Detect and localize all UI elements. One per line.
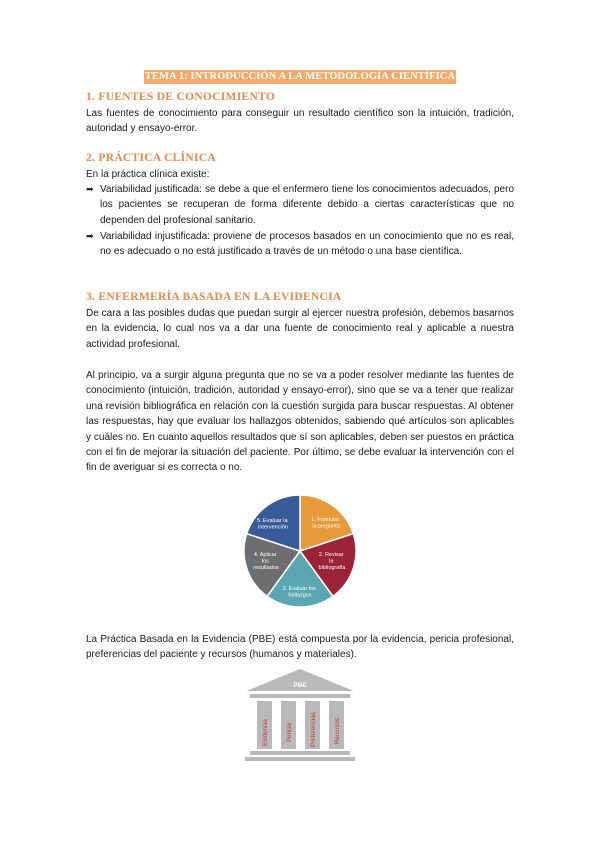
column-label-recursos: Recursos bbox=[334, 717, 341, 744]
cycle-label-1: la pregunta bbox=[312, 523, 340, 530]
column-label-pericia: Pericia bbox=[286, 723, 293, 742]
list-item bbox=[86, 229, 514, 260]
cycle-label-3: hallazgos bbox=[288, 592, 312, 599]
arrow-right-icon: ➡ bbox=[86, 231, 94, 241]
cycle-label-4: resultados bbox=[253, 565, 279, 571]
temple-step bbox=[245, 757, 355, 761]
section-heading-2: 2. PRÁCTICA CLÍNICA bbox=[86, 152, 216, 164]
arrow-right-icon: ➡ bbox=[86, 184, 94, 194]
cycle-label-2: 2. Revisar bbox=[318, 552, 344, 558]
section-heading-1: 1. FUENTES DE CONOCIMIENTO bbox=[86, 91, 276, 103]
section-3-paragraph-3: La Práctica Basada en la Evidencia (PBE) está compuesta por la evidencia, pericia profesional, preferencias del paciente y recursos (humanos y materiales). bbox=[86, 634, 514, 661]
document-title: TEMA 1: INTRODUCCIÓN A LA METODOLOGÍA CIENTÍFICA bbox=[144, 71, 456, 82]
cycle-label-3: 3. Evaluar los bbox=[282, 586, 316, 592]
temple-beam bbox=[250, 694, 350, 698]
cycle-label-2: bibliografía bbox=[318, 565, 346, 571]
svg-text:1. Formular la pregunta bbox=[311, 517, 341, 530]
cycle-label-4: los bbox=[261, 558, 269, 565]
section-3-paragraph-2: Al principio, va a surgir alguna pregunta que no se va a poder resolver mediante las fuentes de conocimiento (intuición, tradición, autoridad y ensayo-error), sino que se va a tener que realizar una revisión bibliográfica en relación con la cuestión surgida para buscar respuestas. Al obtener las respuestas, hay que evaluar los hallazgos obtenidos, sabiendo qué artículos son aplicables y cuáles no. En cuanto aquellos resultados que sí son aplicables, deben ser puestos en práctica con el fin de mejorar la situación del paciente. Por último, se debe evaluar la intervención con el fin de averiguar si es correcta o no. bbox=[86, 370, 514, 474]
list-item bbox=[86, 182, 514, 228]
ebp-cycle-diagram bbox=[236, 492, 364, 610]
section-heading-3: 3. ENFERMERÍA BASADA EN LA EVIDENCIA bbox=[86, 291, 342, 303]
svg-text:5. Evaluar la intervención bbox=[257, 518, 289, 531]
pbe-temple-diagram bbox=[244, 668, 356, 762]
cycle-label-1: 1. Formular bbox=[311, 517, 340, 523]
cycle-label-5: 5. Evaluar la bbox=[256, 518, 288, 524]
pbe-roof-label: PBE bbox=[293, 682, 307, 689]
section-3-paragraph-1: De cara a las posibles dudas que puedan surgir al ejercer nuestra profesión, debemos basarnos en la evidencia, lo cual nos va a dar una fuente de conocimiento real y aplicable a nuestra actividad profesional. bbox=[86, 308, 514, 350]
section-1-paragraph: Las fuentes de conocimiento para conseguir un resultado científico son la intuición, tradición, autoridad y ensayo-error. bbox=[86, 108, 514, 135]
list-item-text: Variabilidad justificada: se debe a que el enfermero tiene los conocimientos adecuados, pero los pacientes se recuperan de forma diferente debido a ciertas características que no dependen del profesional sanitario. bbox=[100, 184, 514, 226]
cycle-label-2: la bbox=[329, 558, 334, 565]
column-label-preferencias: Preferencias bbox=[310, 712, 317, 747]
cycle-label-4: 4. Aplicar bbox=[253, 552, 277, 558]
section-2-intro: En la práctica clínica existe: bbox=[86, 169, 210, 180]
cycle-label-5: intervención bbox=[258, 524, 288, 531]
temple-base bbox=[250, 751, 350, 755]
list-item-text: Variabilidad injustificada: proviene de procesos basados en un conocimiento que no es real, no es adecuado o no está justificado a través de un método o una base científica. bbox=[100, 231, 514, 258]
column-label-evidencia: Evidencia bbox=[262, 719, 269, 746]
